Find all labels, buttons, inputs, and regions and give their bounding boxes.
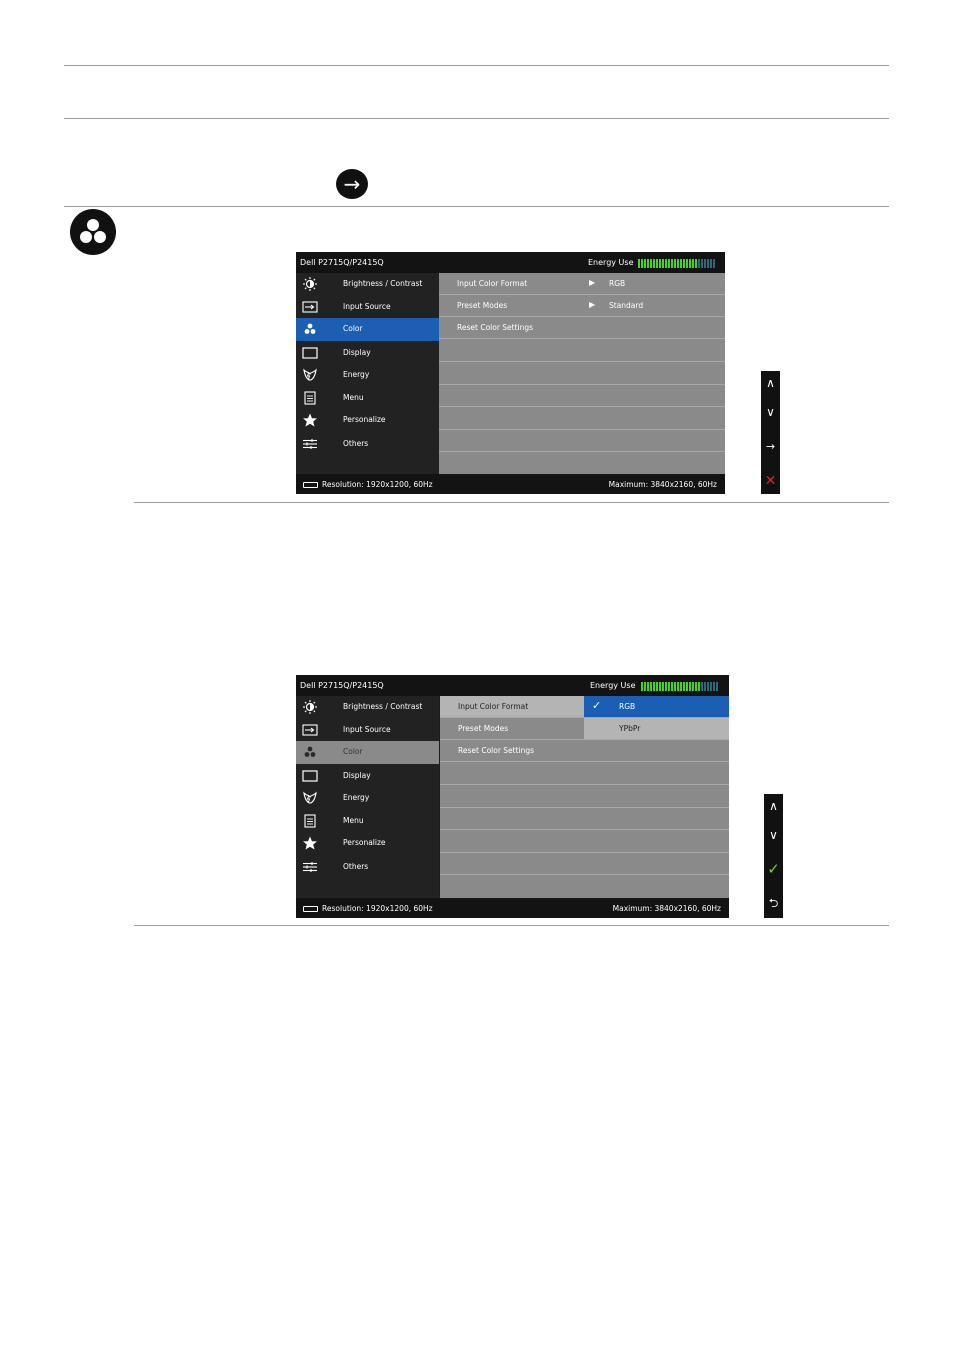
option-label: RGB xyxy=(619,702,636,711)
maximum-resolution-text: Maximum: 3840x2160, 60Hz xyxy=(608,480,717,489)
menu-item-display[interactable] xyxy=(296,342,439,364)
energy-bar xyxy=(656,682,658,691)
menu-item-personalize[interactable] xyxy=(296,832,439,854)
energy-bar xyxy=(695,682,697,691)
divider xyxy=(64,65,889,66)
close-icon: ✕ xyxy=(764,473,777,489)
submenu-row-label: Input Color Format xyxy=(457,279,528,288)
energy-bar xyxy=(662,682,664,691)
menu-item-input-source[interactable] xyxy=(296,296,439,318)
right-arrow-button-icon: → xyxy=(336,169,368,199)
energy-bar xyxy=(668,259,670,268)
menu-item-menu[interactable] xyxy=(296,810,439,832)
resolution-text: Resolution: 1920x1200, 60Hz xyxy=(322,480,433,489)
submenu-row-empty xyxy=(440,808,729,830)
display-icon xyxy=(302,769,318,783)
star-icon xyxy=(302,413,318,427)
menu-item-brightness-contrast[interactable] xyxy=(296,696,439,718)
menu-item-label: Brightness / Contrast xyxy=(343,279,423,288)
down-button[interactable] xyxy=(761,402,780,422)
energy-bar xyxy=(683,259,685,268)
osd-main-menu xyxy=(296,696,439,898)
energy-bar xyxy=(710,682,712,691)
submenu-row-preset-modes[interactable] xyxy=(440,718,584,740)
osd-title-bar xyxy=(296,252,725,273)
divider xyxy=(64,118,889,119)
check-icon: ✓ xyxy=(767,860,780,878)
star-icon xyxy=(302,836,318,850)
back-button[interactable] xyxy=(764,894,783,914)
color-icon xyxy=(302,322,318,336)
brightness-icon xyxy=(302,277,318,291)
color-icon xyxy=(302,745,318,759)
brightness-icon xyxy=(302,700,318,714)
submenu-row-empty xyxy=(439,430,725,452)
energy-bar xyxy=(701,259,703,268)
chevron-up-icon: ∧ xyxy=(769,799,778,813)
submenu-row-label: Preset Modes xyxy=(458,724,509,733)
energy-bar xyxy=(695,259,697,268)
connector-icon xyxy=(303,482,318,488)
energy-bar xyxy=(671,682,673,691)
submenu-row-label: Input Color Format xyxy=(458,702,529,711)
energy-bar xyxy=(680,259,682,268)
menu-item-others[interactable] xyxy=(296,856,439,878)
menu-item-others[interactable] xyxy=(296,433,439,455)
energy-bar xyxy=(698,682,700,691)
exit-button[interactable] xyxy=(761,471,780,491)
submenu-row-empty xyxy=(439,385,725,407)
energy-bar xyxy=(668,682,670,691)
energy-bar xyxy=(641,259,643,268)
down-button[interactable] xyxy=(764,825,783,845)
right-arrow-icon: → xyxy=(765,439,776,453)
submenu-row-empty xyxy=(440,786,729,808)
right-button[interactable] xyxy=(761,436,780,456)
menu-item-label: Input Source xyxy=(343,725,391,734)
energy-bar xyxy=(653,682,655,691)
divider xyxy=(64,206,889,207)
osd-submenu xyxy=(440,696,729,898)
chevron-down-icon: ∨ xyxy=(766,405,775,419)
monitor-buttons xyxy=(764,794,783,918)
check-icon: ✓ xyxy=(592,699,602,712)
energy-meter xyxy=(641,682,718,691)
play-arrow-icon: ▶ xyxy=(589,278,596,287)
menu-item-label: Display xyxy=(343,348,371,357)
submenu-row-value: RGB xyxy=(609,279,626,288)
energy-bar xyxy=(713,682,715,691)
energy-use-label: Energy Use xyxy=(590,681,636,690)
energy-bar xyxy=(716,682,718,691)
energy-bar xyxy=(638,259,640,268)
energy-bar xyxy=(701,682,703,691)
energy-bar xyxy=(674,682,676,691)
menu-item-personalize[interactable] xyxy=(296,409,439,431)
monitor-buttons xyxy=(761,371,780,494)
menu-item-label: Input Source xyxy=(343,302,391,311)
chevron-down-icon: ∨ xyxy=(769,828,778,842)
model-name: Dell P2715Q/P2415Q xyxy=(300,258,384,267)
energy-bar xyxy=(710,259,712,268)
energy-bar xyxy=(671,259,673,268)
resolution-text: Resolution: 1920x1200, 60Hz xyxy=(322,904,433,913)
energy-bar xyxy=(698,259,700,268)
osd-footer xyxy=(296,898,729,918)
maximum-resolution-text: Maximum: 3840x2160, 60Hz xyxy=(612,904,721,913)
menu-item-color[interactable] xyxy=(296,741,439,764)
energy-bar xyxy=(659,682,661,691)
energy-bar xyxy=(641,682,643,691)
option-rgb[interactable] xyxy=(584,696,729,718)
energy-bar xyxy=(713,259,715,268)
input-source-icon xyxy=(302,300,318,314)
menu-item-menu[interactable] xyxy=(296,387,439,409)
submenu-row-preset-modes[interactable] xyxy=(439,295,725,317)
energy-use-label: Energy Use xyxy=(588,258,634,267)
up-button[interactable] xyxy=(761,373,780,393)
energy-bar xyxy=(704,682,706,691)
energy-bar xyxy=(680,682,682,691)
menu-item-label: Others xyxy=(343,862,369,871)
color-icon xyxy=(70,209,116,255)
energy-bar xyxy=(656,259,658,268)
divider xyxy=(134,502,889,503)
osd-menu-color xyxy=(296,252,725,494)
menu-item-energy[interactable] xyxy=(296,787,439,809)
submenu-row-label: Reset Color Settings xyxy=(457,323,534,332)
menu-item-label: Others xyxy=(343,439,369,448)
energy-bar xyxy=(644,259,646,268)
menu-item-brightness-contrast[interactable] xyxy=(296,273,439,295)
submenu-row-input-color-format[interactable] xyxy=(440,696,584,718)
osd-menu-color-format xyxy=(296,675,729,918)
submenu-row-empty xyxy=(439,363,725,385)
menu-item-label: Brightness / Contrast xyxy=(343,702,423,711)
menu-item-label: Menu xyxy=(343,816,364,825)
submenu-row-reset-color-settings[interactable] xyxy=(440,740,729,762)
submenu-row-input-color-format[interactable] xyxy=(439,273,725,295)
return-icon: ⮌ xyxy=(768,895,779,910)
menu-item-label: Menu xyxy=(343,393,364,402)
others-icon xyxy=(302,860,318,874)
ok-button[interactable] xyxy=(764,859,783,879)
others-icon xyxy=(302,437,318,451)
input-source-icon xyxy=(302,723,318,737)
energy-bar xyxy=(686,259,688,268)
energy-bar xyxy=(689,682,691,691)
energy-icon xyxy=(302,791,318,805)
option-ypbpr[interactable] xyxy=(584,718,729,740)
submenu-row-empty xyxy=(440,853,729,875)
osd-footer xyxy=(296,474,725,494)
submenu-row-reset-color-settings[interactable] xyxy=(439,317,725,339)
menu-icon xyxy=(302,814,318,828)
energy-bar xyxy=(689,259,691,268)
submenu-row-empty xyxy=(440,763,729,785)
energy-bar xyxy=(707,259,709,268)
energy-bar xyxy=(665,259,667,268)
menu-item-label: Display xyxy=(343,771,371,780)
menu-icon xyxy=(302,391,318,405)
chevron-up-icon: ∧ xyxy=(766,376,775,390)
osd-main-menu xyxy=(296,273,439,474)
energy-bar xyxy=(683,682,685,691)
display-icon xyxy=(302,346,318,360)
menu-item-label: Personalize xyxy=(343,838,386,847)
energy-bar xyxy=(662,259,664,268)
energy-icon xyxy=(302,368,318,382)
connector-icon xyxy=(303,906,318,912)
menu-item-label: Personalize xyxy=(343,415,386,424)
osd-submenu xyxy=(439,273,725,474)
submenu-row-empty xyxy=(439,408,725,430)
submenu-row-value: Standard xyxy=(609,301,644,310)
energy-bar xyxy=(650,259,652,268)
divider xyxy=(134,925,889,926)
menu-item-energy[interactable] xyxy=(296,364,439,386)
energy-bar xyxy=(665,682,667,691)
energy-meter xyxy=(638,259,715,268)
model-name: Dell P2715Q/P2415Q xyxy=(300,681,384,690)
menu-item-display[interactable] xyxy=(296,765,439,787)
energy-bar xyxy=(674,259,676,268)
energy-bar xyxy=(692,259,694,268)
menu-item-label: Color xyxy=(343,324,363,333)
energy-bar xyxy=(677,259,679,268)
submenu-row-label: Preset Modes xyxy=(457,301,508,310)
submenu-row-label: Reset Color Settings xyxy=(458,746,535,755)
energy-bar xyxy=(647,682,649,691)
energy-bar xyxy=(653,259,655,268)
osd-title-bar xyxy=(296,675,729,696)
energy-bar xyxy=(644,682,646,691)
menu-item-color[interactable] xyxy=(296,318,439,341)
menu-item-label: Energy xyxy=(343,370,370,379)
submenu-row-empty xyxy=(440,831,729,853)
energy-bar xyxy=(677,682,679,691)
option-label: YPbPr xyxy=(619,724,641,733)
energy-bar xyxy=(650,682,652,691)
play-arrow-icon: ▶ xyxy=(589,300,596,309)
menu-item-input-source[interactable] xyxy=(296,719,439,741)
energy-bar xyxy=(686,682,688,691)
energy-bar xyxy=(692,682,694,691)
up-button[interactable] xyxy=(764,796,783,816)
energy-bar xyxy=(707,682,709,691)
energy-bar xyxy=(659,259,661,268)
energy-bar xyxy=(647,259,649,268)
menu-item-label: Energy xyxy=(343,793,370,802)
energy-bar xyxy=(704,259,706,268)
menu-item-label: Color xyxy=(343,747,363,756)
submenu-row-empty xyxy=(439,340,725,362)
